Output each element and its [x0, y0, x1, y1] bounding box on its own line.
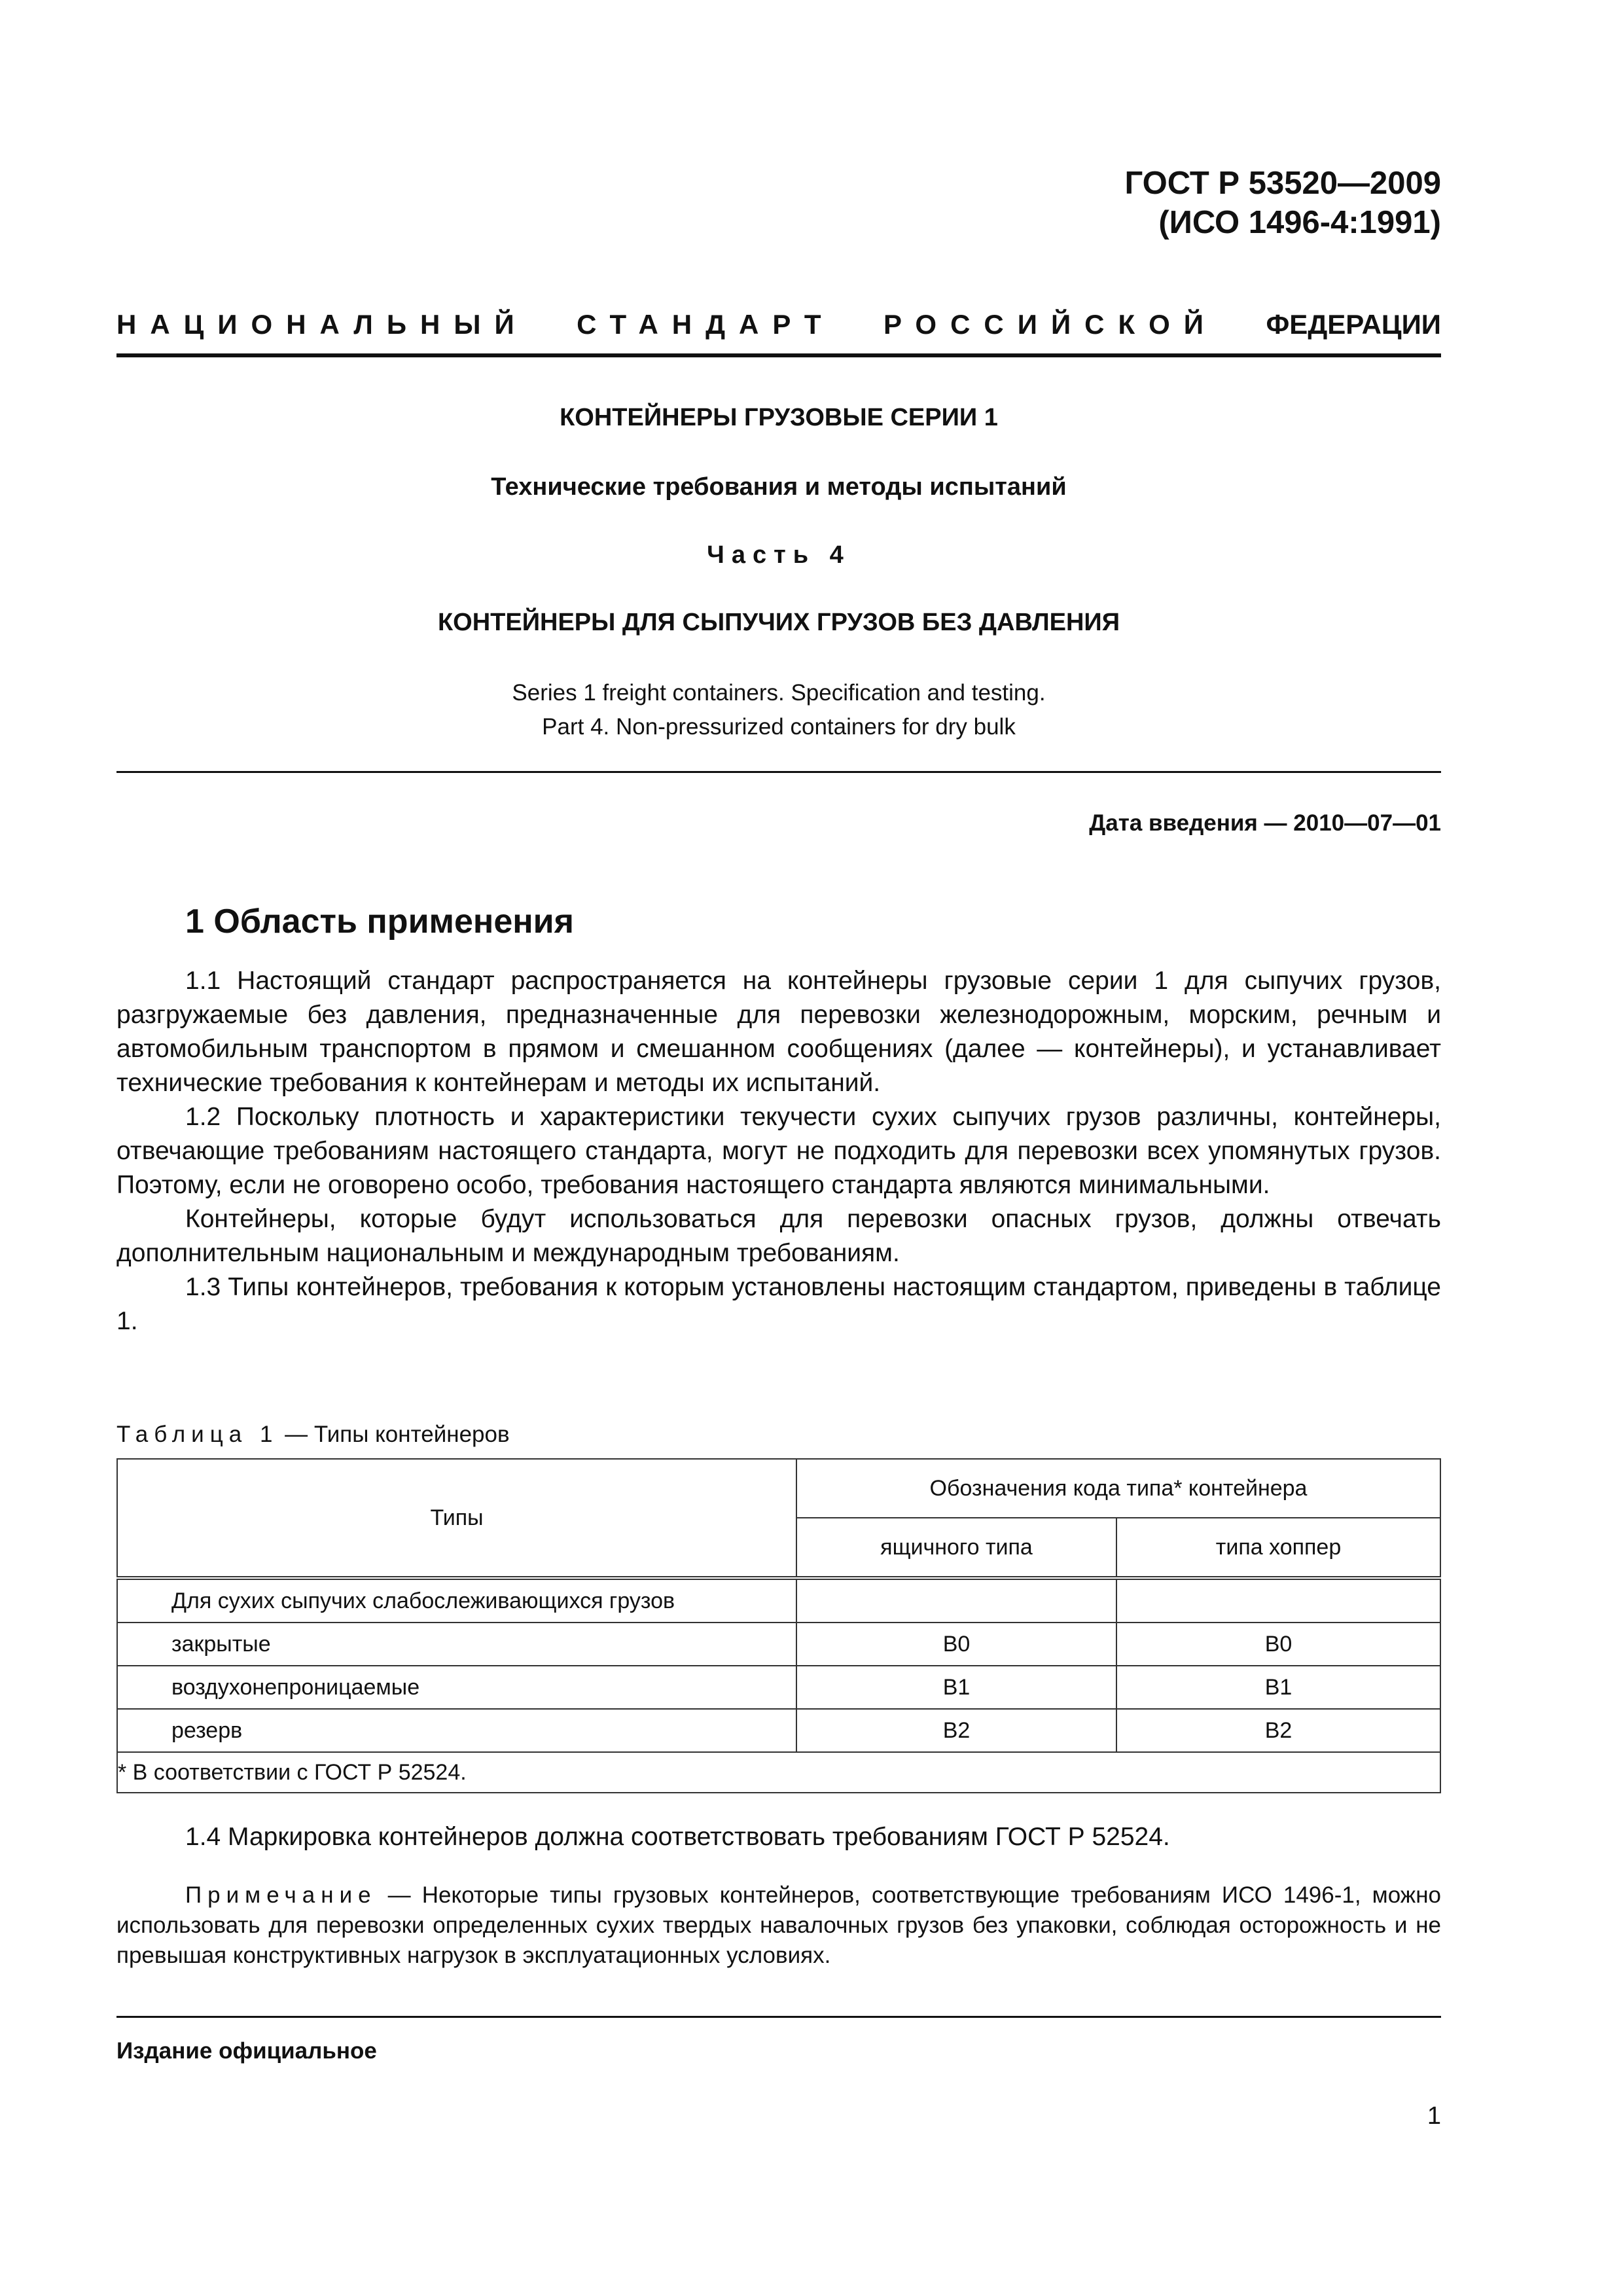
title-line-2: Технические требования и методы испытаний — [491, 473, 1067, 501]
title-rule — [116, 771, 1441, 773]
row-box-code: B1 — [796, 1666, 1116, 1709]
banner-word-4: ФЕДЕРАЦИИ — [1266, 309, 1441, 340]
table-footnote: * В соответствии с ГОСТ Р 52524. — [117, 1752, 1440, 1793]
table-row — [117, 1578, 1440, 1623]
row-label: резерв — [117, 1709, 796, 1752]
page-number: 1 — [1427, 2102, 1441, 2130]
english-title-line-2: Part 4. Non-pressurized containers for dry bulk — [542, 714, 1016, 740]
banner-word-3: РОССИЙСКОЙ — [883, 309, 1217, 340]
header-box-type: ящичного типа — [796, 1518, 1116, 1578]
note-text: — Некоторые типы грузовых контейнеров, соответствующие требованиям ИСО 1496-1, можно использовать для перевозки определенных сухих твердых навалочных грузов без упаковки, соблюдая осторожность и не превышая конструктивных нагрузок в эксплуатационных условиях. — [116, 1882, 1441, 1968]
header-code-group: Обозначения кода типа* контейнера — [796, 1459, 1440, 1518]
row-hopper-code: B1 — [1116, 1666, 1440, 1709]
banner-rule — [116, 353, 1441, 357]
header-hopper-type: типа хоппер — [1116, 1518, 1440, 1578]
table-row — [117, 1666, 1440, 1709]
banner-word-1: НАЦИОНАЛЬНЫЙ — [116, 309, 528, 340]
iso-number: (ИСО 1496-4:1991) — [1158, 205, 1441, 240]
title-line-1: КОНТЕЙНЕРЫ ГРУЗОВЫЕ СЕРИИ 1 — [560, 404, 998, 431]
table-caption-text: — Типы контейнеров — [278, 1422, 510, 1447]
paragraph-1-4: 1.4 Маркировка контейнеров должна соответствовать требованиям ГОСТ Р 52524. — [185, 1823, 1170, 1851]
gost-designation — [1124, 164, 1441, 242]
row-hopper-code — [1116, 1578, 1440, 1623]
title-part: Часть 4 — [707, 541, 851, 569]
title-line-3: КОНТЕЙНЕРЫ ДЛЯ СЫПУЧИХ ГРУЗОВ БЕЗ ДАВЛЕНИЯ — [437, 609, 1120, 636]
row-label: закрытые — [117, 1623, 796, 1666]
gost-number: ГОСТ Р 53520—2009 — [1124, 166, 1441, 201]
table-row — [117, 1623, 1440, 1666]
note-prefix: Примечание — [185, 1882, 377, 1908]
national-standard-banner — [116, 309, 1441, 340]
row-hopper-code: B2 — [1116, 1709, 1440, 1752]
paragraph-1-3: 1.3 Типы контейнеров, требования к которым установлены настоящим стандартом, приведены в таблице 1. — [116, 1273, 1441, 1335]
paragraph-1-2b: Контейнеры, которые будут использоваться для перевозки опасных грузов, должны отвечать дополнительным национальным и международным требованиям. — [116, 1205, 1441, 1267]
row-hopper-code: B0 — [1116, 1623, 1440, 1666]
english-title — [116, 676, 1441, 744]
row-box-code: B2 — [796, 1709, 1116, 1752]
banner-word-2: СТАНДАРТ — [577, 309, 835, 340]
english-title-line-1: Series 1 freight containers. Specification and testing. — [512, 680, 1046, 706]
footer-rule — [116, 2016, 1441, 2018]
official-edition: Издание официальное — [116, 2038, 377, 2064]
row-box-code: B0 — [796, 1623, 1116, 1666]
table-caption — [116, 1422, 510, 1448]
paragraph-1-1: 1.1 Настоящий стандарт распространяется на контейнеры грузовые серии 1 для сыпучих грузов, разгружаемые без давления, предназначенные для перевозки железнодорожным, морским, речным и автомобильным транспортом в прямом и смешанном сообщениях (далее — контейнеры), и устанавливает технические требования к контейнерам и методы их испытаний. — [116, 967, 1441, 1097]
table-container-types — [116, 1458, 1441, 1793]
table-caption-prefix: Таблица 1 — [116, 1422, 279, 1447]
note-block — [116, 1880, 1441, 1971]
row-box-code — [796, 1578, 1116, 1623]
section-body — [116, 964, 1441, 1338]
row-label: Для сухих сыпучих слабослеживающихся грузов — [117, 1578, 796, 1623]
paragraph-1-2: 1.2 Поскольку плотность и характеристики текучести сухих сыпучих грузов различны, контейнеры, отвечающие требованиям настоящего стандарта, могут не подходить для перевозки всех упомянутых грузов. Поэтому, если не оговорено особо, требования настоящего стандарта являются минимальными. — [116, 1103, 1441, 1199]
section-heading: 1 Область применения — [185, 903, 574, 941]
table-row — [117, 1709, 1440, 1752]
date-of-introduction: Дата введения — 2010—07—01 — [1089, 810, 1441, 836]
row-label: воздухонепроницаемые — [117, 1666, 796, 1709]
header-types: Типы — [117, 1459, 796, 1578]
